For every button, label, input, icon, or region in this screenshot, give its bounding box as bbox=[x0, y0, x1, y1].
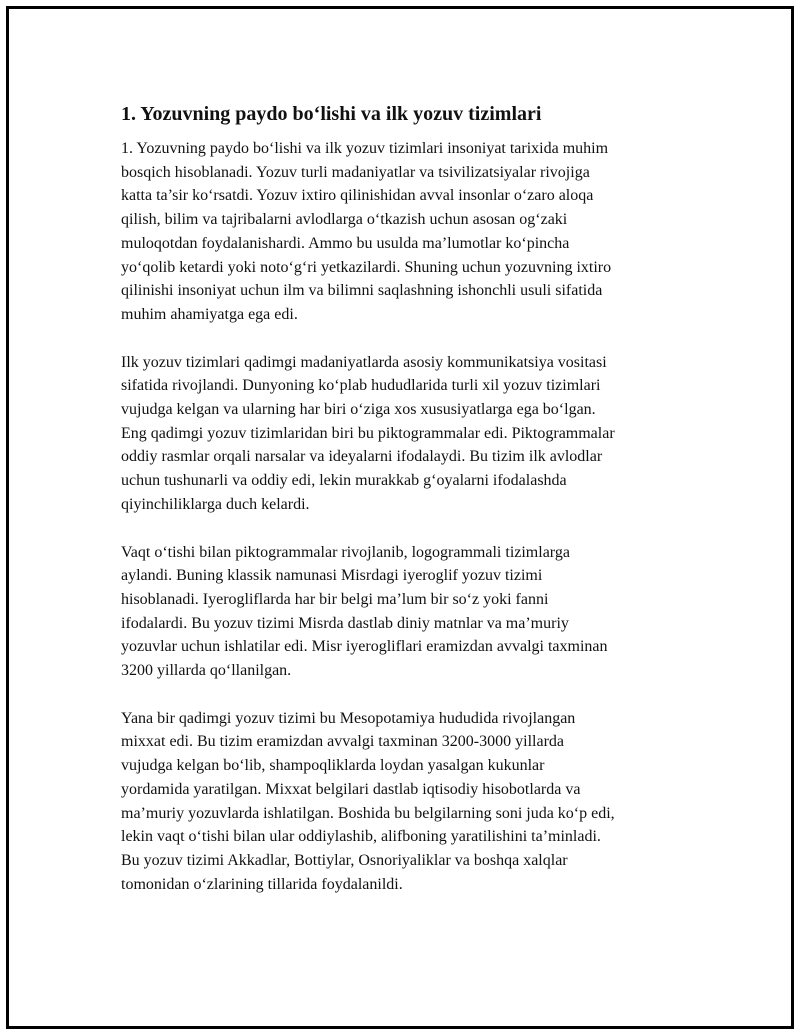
paragraph bbox=[121, 541, 701, 683]
text-line: 1. Yozuvning paydo bo‘lishi va ilk yozuv tizimlari insoniyat tarixida muhim bbox=[121, 140, 609, 157]
page-title: 1. Yozuvning paydo bo‘lishi va ilk yozuv tizimlari bbox=[121, 103, 542, 125]
text-line: vujudga kelgan va ularning har biri o‘ziga xos xususiyatlarga ega bo‘lgan. bbox=[121, 401, 596, 419]
paragraph-list bbox=[121, 137, 701, 896]
page-frame bbox=[6, 6, 794, 1029]
text-line: qilinishi insoniyat uchun ilm va bilimni saqlashning ishonchli usuli sifatida bbox=[121, 282, 603, 300]
text-line: yordamida yaratilgan. Mixxat belgilari dastlab iqtisodiy hisobotlarda va bbox=[121, 780, 581, 798]
text-line: ifodalardi. Bu yozuv tizimi Misrda dastlab diniy matnlar va ma’muriy bbox=[121, 614, 569, 632]
text-line: ma’muriy yozuvlarda ishlatilgan. Boshida bu belgilarning soni juda ko‘p edi, bbox=[121, 804, 615, 822]
text-line: aylandi. Buning klassik namunasi Misrdagi iyeroglif yozuv tizimi bbox=[121, 567, 543, 585]
text-line: qiyinchiliklarga duch kelardi. bbox=[121, 495, 310, 513]
paragraph bbox=[121, 707, 701, 897]
text-line: mixxat edi. Bu tizim eramizdan avvalgi taxminan 3200-3000 yillarda bbox=[121, 733, 564, 751]
text-line: muhim ahamiyatga ega edi. bbox=[121, 305, 298, 323]
text-line: sifatida rivojlandi. Dunyoning ko‘plab hududlarida turli xil yozuv tizimlari bbox=[121, 377, 601, 395]
text-line: Ilk yozuv tizimlari qadimgi madaniyatlarda asosiy kommunikatsiya vositasi bbox=[121, 353, 607, 371]
text-line: qilish, bilim va tajribalarni avlodlarga o‘tkazish uchun asosan og‘zaki bbox=[121, 211, 568, 229]
text-line: muloqotdan foydalanishardi. Ammo bu usulda ma’lumotlar ko‘pincha bbox=[121, 234, 570, 252]
text-line: Vaqt o‘tishi bilan piktogrammalar rivojlanib, logogrammali tizimlarga bbox=[121, 543, 570, 561]
text-line: yo‘qolib ketardi yoki noto‘g‘ri yetkazilardi. Shuning uchun yozuvning ixtiro bbox=[121, 258, 612, 276]
text-line: lekin vaqt o‘tishi bilan ular oddiylashib, alifboning yaratilishini ta’minladi. bbox=[121, 828, 601, 846]
text-line: uchun tushunarli va oddiy edi, lekin murakkab g‘oyalarni ifodalashda bbox=[121, 472, 567, 490]
document-body bbox=[121, 101, 701, 920]
text-line: oddiy rasmlar orqali narsalar va ideyalarni ifodalaydi. Bu tizim ilk avlodlar bbox=[121, 448, 603, 466]
text-line: 3200 yillarda qo‘llanilgan. bbox=[121, 662, 292, 680]
text-line: Yana bir qadimgi yozuv tizimi bu Mesopotamiya hududida rivojlangan bbox=[121, 709, 576, 727]
paragraph bbox=[121, 351, 701, 517]
text-line: bosqich hisoblanadi. Yozuv turli madaniyatlar va tsivilizatsiyalar rivojiga bbox=[121, 163, 590, 181]
text-line: katta ta’sir ko‘rsatdi. Yozuv ixtiro qilinishidan avval insonlar o‘zaro aloqa bbox=[121, 187, 594, 205]
text-line: tomonidan o‘zlarining tillarida foydalanildi. bbox=[121, 875, 403, 893]
text-line: hisoblanadi. Iyerogliflarda har bir belgi ma’lum bir so‘z yoki fanni bbox=[121, 590, 549, 608]
text-line: vujudga kelgan bo‘lib, shampoqliklarda loydan yasalgan kukunlar bbox=[121, 757, 545, 775]
text-line: Bu yozuv tizimi Akkadlar, Bottiylar, Osnoriyaliklar va boshqa xalqlar bbox=[121, 851, 568, 869]
paragraph bbox=[121, 137, 701, 327]
text-line: yozuvlar uchun ishlatilar edi. Misr iyerogliflari eramizdan avvalgi taxminan bbox=[121, 638, 608, 656]
text-line: Eng qadimgi yozuv tizimlaridan biri bu piktogrammalar edi. Piktogrammalar bbox=[121, 424, 615, 442]
